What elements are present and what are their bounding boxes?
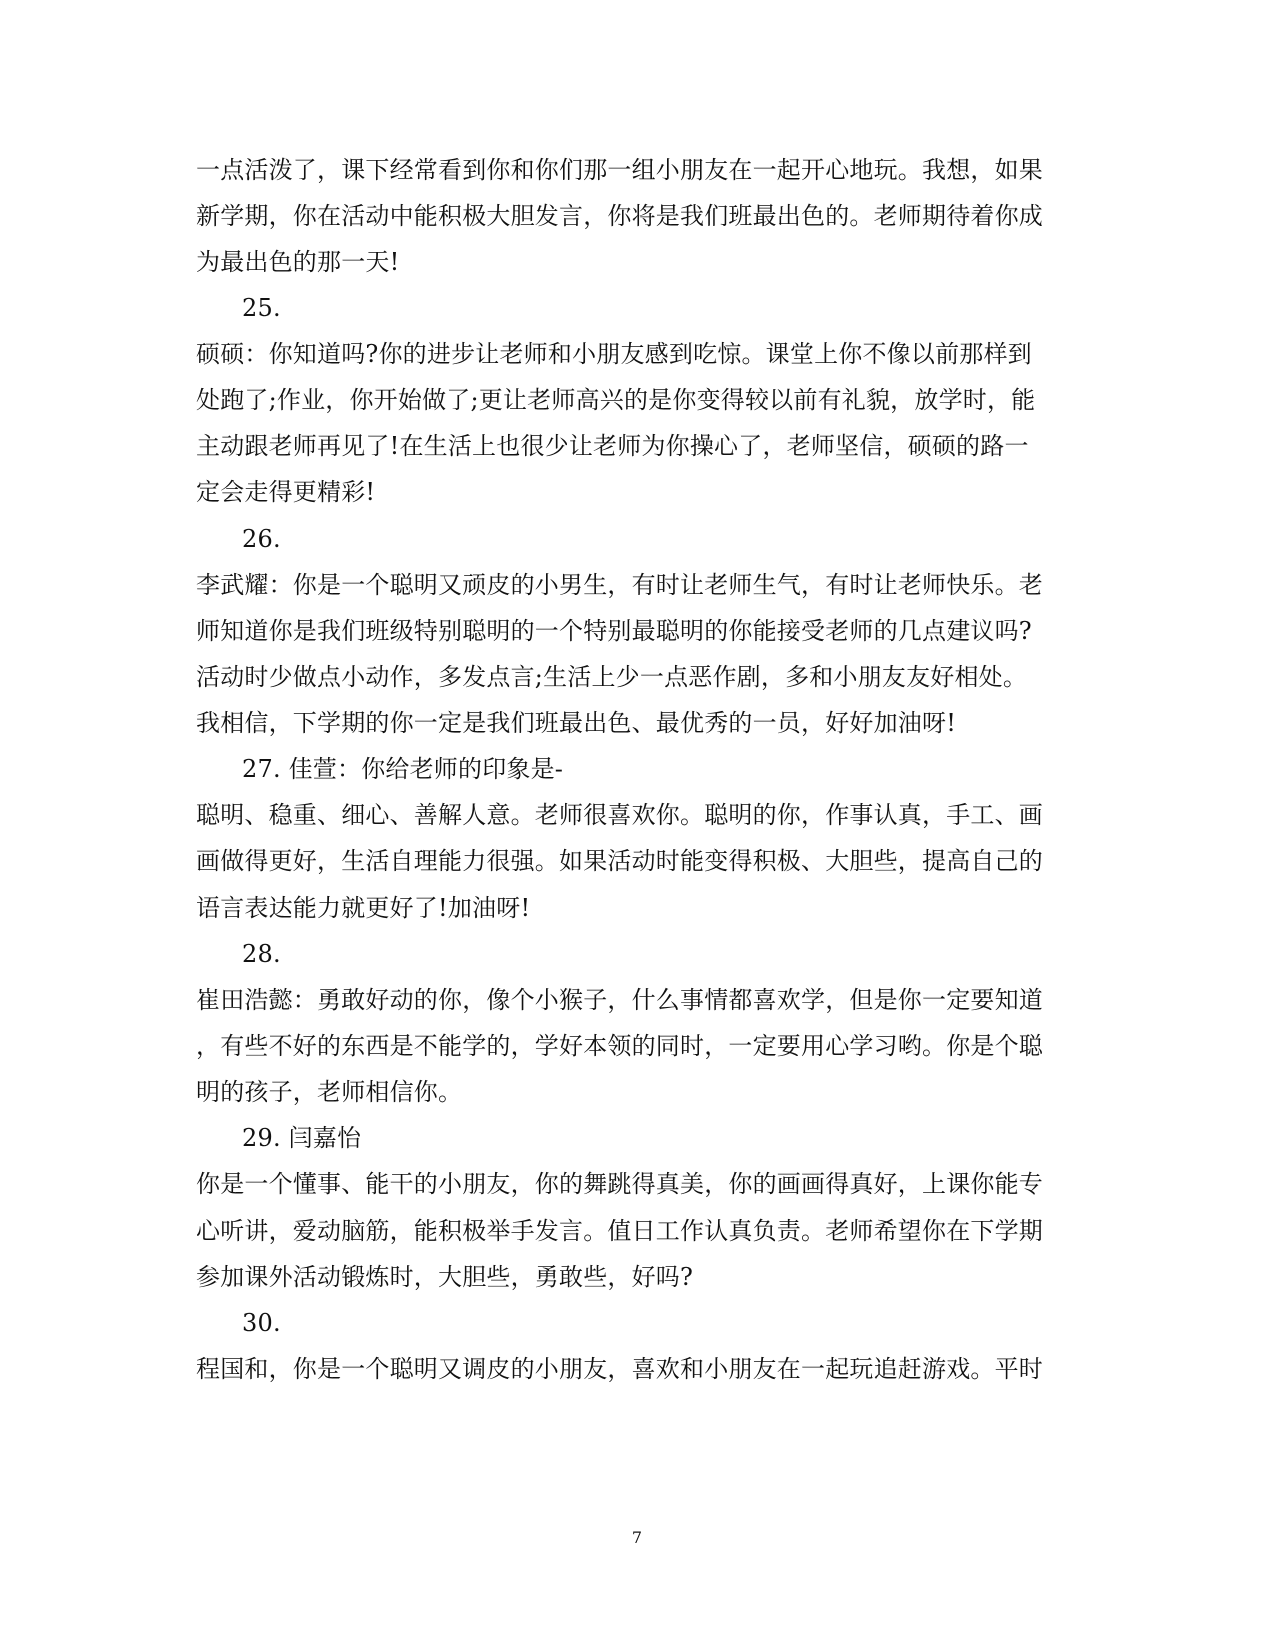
item-number: 25. bbox=[242, 294, 281, 322]
text-line: 处跑了;作业，你开始做了;更让老师高兴的是你变得较以前有礼貌，放学时，能 bbox=[196, 386, 1036, 414]
text-line: 画做得更好，生活自理能力很强。如果活动时能变得积极、大胆些，提高自己的 bbox=[196, 847, 1043, 875]
item-number: 30. bbox=[242, 1309, 281, 1337]
item-heading: 27. 佳萱：你给老师的印象是- bbox=[242, 755, 564, 783]
text-line: 心听讲，爱动脑筋，能积极举手发言。值日工作认真负责。老师希望你在下学期 bbox=[196, 1217, 1043, 1245]
text-line: 新学期，你在活动中能积极大胆发言，你将是我们班最出色的。老师期待着你成 bbox=[196, 202, 1043, 230]
text-line: 师知道你是我们班级特别聪明的一个特别最聪明的你能接受老师的几点建议吗? bbox=[196, 617, 1032, 645]
text-line: 定会走得更精彩! bbox=[196, 478, 376, 506]
text-line: 语言表达能力就更好了!加油呀! bbox=[196, 894, 531, 922]
text-line: ，有些不好的东西是不能学的，学好本领的同时，一定要用心学习哟。你是个聪 bbox=[196, 1032, 1043, 1060]
text-line: 你是一个懂事、能干的小朋友，你的舞跳得真美，你的画画得真好，上课你能专 bbox=[196, 1170, 1043, 1198]
text-line: 李武耀：你是一个聪明又顽皮的小男生，有时让老师生气，有时让老师快乐。老 bbox=[196, 571, 1043, 599]
item-heading: 29. 闫嘉怡 bbox=[242, 1124, 362, 1152]
item-number: 26. bbox=[242, 525, 281, 553]
item-number: 28. bbox=[242, 940, 281, 968]
text-line: 硕硕：你知道吗?你的进步让老师和小朋友感到吃惊。课堂上你不像以前那样到 bbox=[196, 340, 1032, 368]
text-line: 参加课外活动锻炼时，大胆些，勇敢些，好吗? bbox=[196, 1263, 694, 1291]
text-line: 明的孩子，老师相信你。 bbox=[196, 1078, 463, 1106]
text-line: 崔田浩懿：勇敢好动的你，像个小猴子，什么事情都喜欢学，但是你一定要知道 bbox=[196, 986, 1043, 1014]
text-line: 聪明、稳重、细心、善解人意。老师很喜欢你。聪明的你，作事认真，手工、画 bbox=[196, 801, 1043, 829]
text-line: 主动跟老师再见了!在生活上也很少让老师为你操心了，老师坚信，硕硕的路一 bbox=[196, 432, 1029, 460]
text-line: 程国和，你是一个聪明又调皮的小朋友，喜欢和小朋友在一起玩追赶游戏。平时 bbox=[196, 1355, 1043, 1383]
text-line: 一点活泼了，课下经常看到你和你们那一组小朋友在一起开心地玩。我想，如果 bbox=[196, 156, 1043, 184]
text-line: 活动时少做点小动作，多发点言;生活上少一点恶作剧，多和小朋友友好相处。 bbox=[196, 663, 1028, 691]
text-line: 为最出色的那一天! bbox=[196, 248, 400, 276]
page-number: 7 bbox=[631, 1528, 643, 1547]
text-line: 我相信，下学期的你一定是我们班最出色、最优秀的一员，好好加油呀! bbox=[196, 709, 957, 737]
